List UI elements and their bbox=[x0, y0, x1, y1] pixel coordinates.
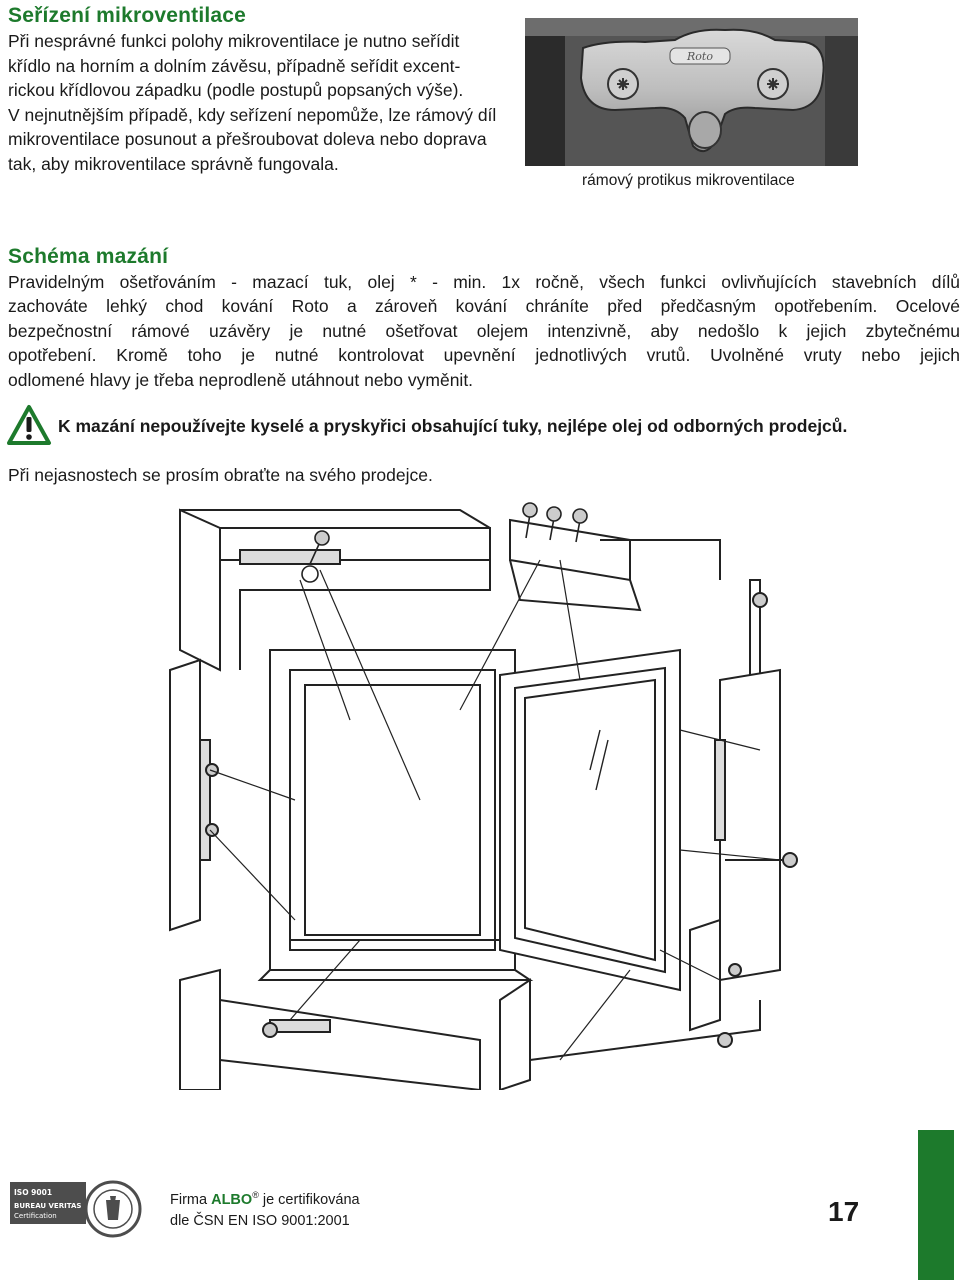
certification-note bbox=[170, 1185, 360, 1232]
detail-right bbox=[715, 670, 797, 980]
iso-badge-line: ISO 9001 bbox=[14, 1188, 53, 1197]
page-number: 17 bbox=[828, 1196, 860, 1227]
iso-badge-line: Certification bbox=[14, 1212, 57, 1220]
paragraph-line: Pravidelným ošetřováním - mazací tuk, olej * - min. 1x ročně, všech funkci ovlivňujících stavebních dílů bbox=[8, 272, 960, 292]
paragraph-line: bezpečnostní rámové uzávěry je nutné ošetřovat olejem intenzivně, aby nedošlo k jejich zbytečnému bbox=[8, 320, 960, 341]
paragraph-line: opotřebení. Kromě toho je nutné kontrolovat upevnění jednotlivých vrutů. Uvolněné vruty nebo jejich bbox=[8, 345, 960, 366]
paragraph-line: V nejnutnějším případě, kdy seřízení nepomůže, lze rámový díl bbox=[8, 104, 497, 125]
window-frame bbox=[260, 650, 530, 980]
detail-top-left bbox=[180, 510, 490, 670]
warning-triangle-icon bbox=[6, 404, 52, 446]
paragraph-line: tak, aby mikroventilace správně fungovala. bbox=[8, 153, 339, 174]
paragraph-line: rickou křídlovou západku (podle postupů popsaných výše). bbox=[8, 80, 464, 101]
certification-line-2: dle ČSN EN ISO 9001:2001 bbox=[170, 1212, 350, 1229]
iso-badge-line: BUREAU VERITAS bbox=[14, 1202, 82, 1210]
lubrication-paragraph bbox=[8, 270, 960, 392]
frame-counterpart-photo bbox=[525, 18, 858, 166]
section-title-microventilation: Seřízení mikroventilace bbox=[8, 4, 247, 27]
certification-line-1: Firma ALBO® je certifikována bbox=[170, 1190, 360, 1208]
iso-9001-badge bbox=[10, 1182, 86, 1224]
microventilation-paragraph bbox=[8, 29, 520, 177]
contact-note: Při nejasnostech se prosím obraťte na svého prodejce. bbox=[8, 465, 433, 485]
detail-bottom-left bbox=[180, 970, 480, 1090]
paragraph-line: křídlo na horním a dolním závěsu, případně seřídit excent- bbox=[8, 55, 461, 76]
lubrication-diagram bbox=[160, 500, 820, 1090]
roto-logo: Roto bbox=[687, 50, 713, 63]
photo-caption: rámový protikus mikroventilace bbox=[582, 172, 795, 189]
green-page-tab bbox=[918, 1130, 954, 1280]
open-sash bbox=[500, 650, 680, 990]
albo-brand: ALBO bbox=[211, 1191, 253, 1208]
paragraph-line: odlomené hlavy je třeba neprodleně utáhnout nebo vyměnit. bbox=[8, 369, 474, 390]
paragraph-line: zachováte lehký chod kování Roto a zároveň kování chráníte před předčasným opotřebením. Ocelové bbox=[8, 296, 960, 317]
detail-left bbox=[170, 660, 218, 930]
paragraph-line: Při nesprávné funkci polohy mikroventilace je nutno seřídit bbox=[8, 31, 460, 51]
bureau-veritas-seal bbox=[84, 1178, 142, 1240]
warning-text: K mazání nepoužívejte kyselé a pryskyřici obsahující tuky, nejlépe olej od odborných prodejců. bbox=[58, 416, 848, 436]
section-title-lubrication: Schéma mazání bbox=[8, 245, 169, 268]
paragraph-line: mikroventilace posunout a přešroubovat doleva nebo doprava bbox=[8, 129, 487, 150]
